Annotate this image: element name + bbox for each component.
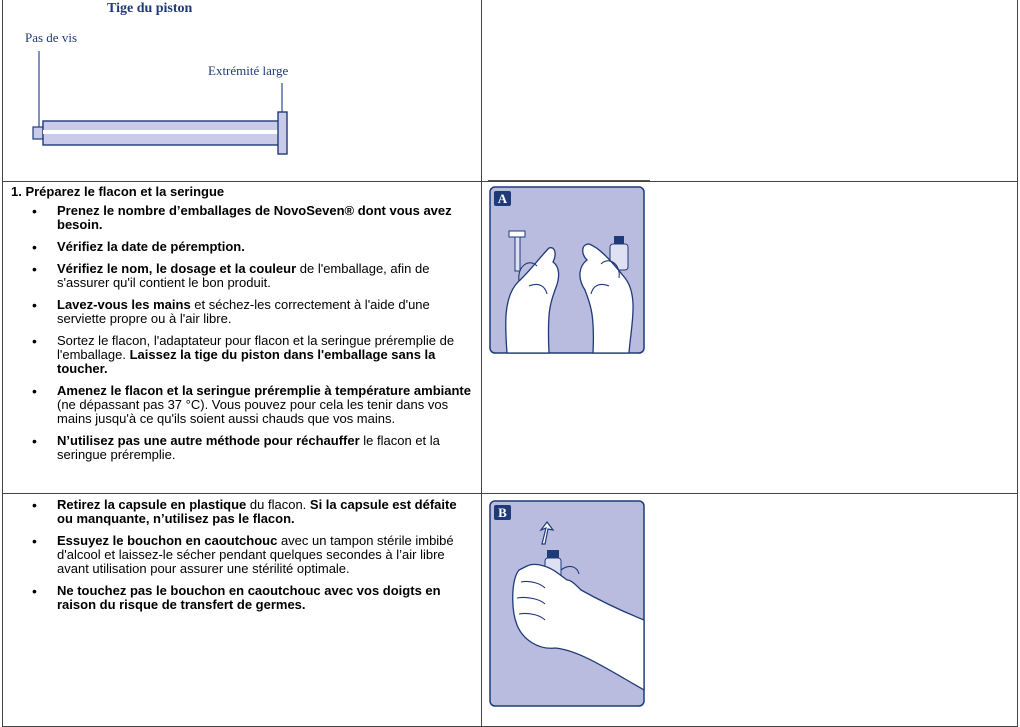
list-item: • Vérifiez le nom, le dosage et la couleur de l'emballage, afin de s'assurer qu'il contient le bon produit. [9,262,475,290]
list-item: • Lavez-vous les mains et séchez-les correctement à l'aide d'une serviette propre ou à l'air libre. [9,298,475,326]
thread-label: Pas de vis [25,30,77,45]
list-item: • Amenez le flacon et la seringue préremplie à température ambiante (ne dépassant pas 37 °C). Vous pouvez pour cela les tenir dans vos mains jusqu'à ce qu'ils soient aussi chauds que vos mains. [9,384,475,426]
list-item: • Ne touchez pas le bouchon en caoutchouc avec vos doigts en raison du risque de transfert de germes. [9,584,475,612]
illustration-b [489,500,647,710]
step2-list [9,498,475,612]
list-item: • Retirez la capsule en plastique du flacon. Si la capsule est défaite ou manquante, n’utilisez pas le flacon. [9,498,475,526]
step1-title: 1. Préparez le flacon et la seringue [11,184,225,199]
list-item: • Essuyez le bouchon en caoutchouc avec un tampon stérile imbibé d'alcool et laissez-le sécher pendant quelques secondes à l’air libre avant utilisation pour assurer une stérilité optimale. [9,534,475,576]
illustration-a [489,186,647,356]
step1-list [9,204,475,462]
empty-cell [482,0,1018,182]
list-item: • N’utilisez pas une autre méthode pour réchauffer le flacon et la seringue préremplie. [9,434,475,462]
step2-image-cell [482,494,1018,727]
piston-diagram-cell [3,0,482,182]
piston-rod-illustration [3,0,481,181]
list-item: • Prenez le nombre d’emballages de NovoSeven® dont vous avez besoin. [9,204,475,232]
step1-text-cell [3,182,482,494]
divider [488,180,650,181]
badge-a-label: A [497,191,508,206]
step1-image-cell [482,182,1018,494]
diagram-title: Tige du piston [107,1,193,16]
list-item: • Vérifiez la date de péremption. [9,240,475,254]
list-item: • Sortez le flacon, l'adaptateur pour flacon et la seringue préremplie de l'emballage. Laissez la tige du piston dans l'emballage sans la toucher. [9,334,475,376]
wide-end-label: Extrémité large [208,63,289,78]
step2-text-cell [3,494,482,727]
instructions-table [2,0,1018,727]
badge-b-label: B [498,505,507,520]
